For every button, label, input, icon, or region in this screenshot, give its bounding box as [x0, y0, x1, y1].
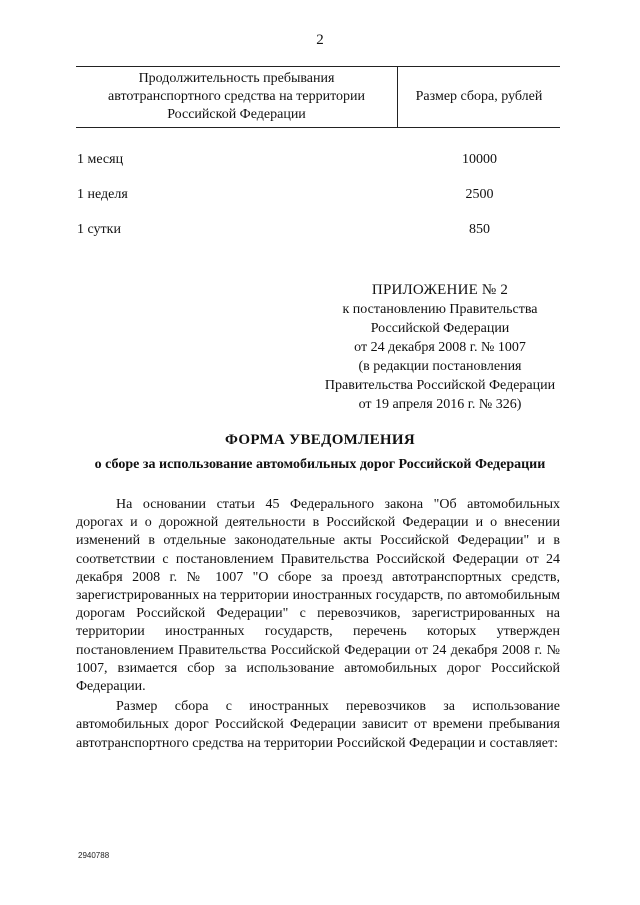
- body-paragraph: На основании статьи 45 Федерального закона "Об автомобильных дорогах и о дорожной деятельности в Российской Федерации и о внесении изменений в отдельные законодательные акты Российской Федерации" и в соответствии с постановлением Правительства Российской Федерации от 24 декабря 2008 г. № 1007 "О сборе за проезд автотранспортных средств, зарегистрированных на территории иностранных государств, по автомобильным дорогам Российской Федерации" с перевозчиков, зарегистрированных на территории иностранных государств, перечень которых утвержден постановлением Правительства Российской Федерации от 24 декабря 2008 г. № 1007, взимается сбор за использование автомобильных дорог Российской Федерации.: [76, 497, 560, 695]
- table-row: [76, 142, 560, 177]
- fee-table: [76, 66, 560, 247]
- appendix-line: от 24 декабря 2008 г. № 1007: [354, 340, 526, 355]
- body-text: [76, 496, 560, 753]
- appendix-line: к постановлению Правительства: [342, 302, 538, 317]
- header-amount: Размер сбора, рублей: [415, 89, 543, 104]
- appendix-line: (в редакции постановления: [358, 359, 522, 374]
- form-title: ФОРМА УВЕДОМЛЕНИЯ: [225, 432, 415, 448]
- table-row: [76, 177, 560, 212]
- table-row: [76, 212, 560, 247]
- form-subtitle: о сборе за использование автомобильных дорог Российской Федерации: [94, 457, 546, 472]
- duration-cell: 1 неделя: [77, 186, 128, 202]
- appendix-line: Российской Федерации: [370, 321, 510, 336]
- amount-cell: 10000: [462, 151, 497, 167]
- amount-cell: 2500: [465, 186, 494, 202]
- duration-cell: 1 сутки: [77, 221, 121, 237]
- page-number: 2: [316, 32, 324, 48]
- amount-cell: 850: [469, 221, 490, 237]
- header-duration: Продолжительность пребывания автотранспортного средства на территории Российской Федерации: [76, 67, 398, 127]
- fee-table-body: [76, 128, 560, 247]
- duration-cell: 1 месяц: [77, 151, 124, 167]
- appendix-line: от 19 апреля 2016 г. № 326): [358, 397, 522, 412]
- appendix-block: [300, 281, 580, 414]
- fee-table-header: [76, 66, 560, 128]
- document-code: 2940788: [78, 851, 110, 860]
- appendix-line: Правительства Российской Федерации: [324, 378, 556, 393]
- body-paragraph: Размер сбора с иностранных перевозчиков за использование автомобильных дорог Российской Федерации зависит от времени пребывания автотранспортного средства на территории Российской Федерации и составляет:: [76, 699, 560, 751]
- appendix-title: ПРИЛОЖЕНИЕ № 2: [371, 282, 509, 298]
